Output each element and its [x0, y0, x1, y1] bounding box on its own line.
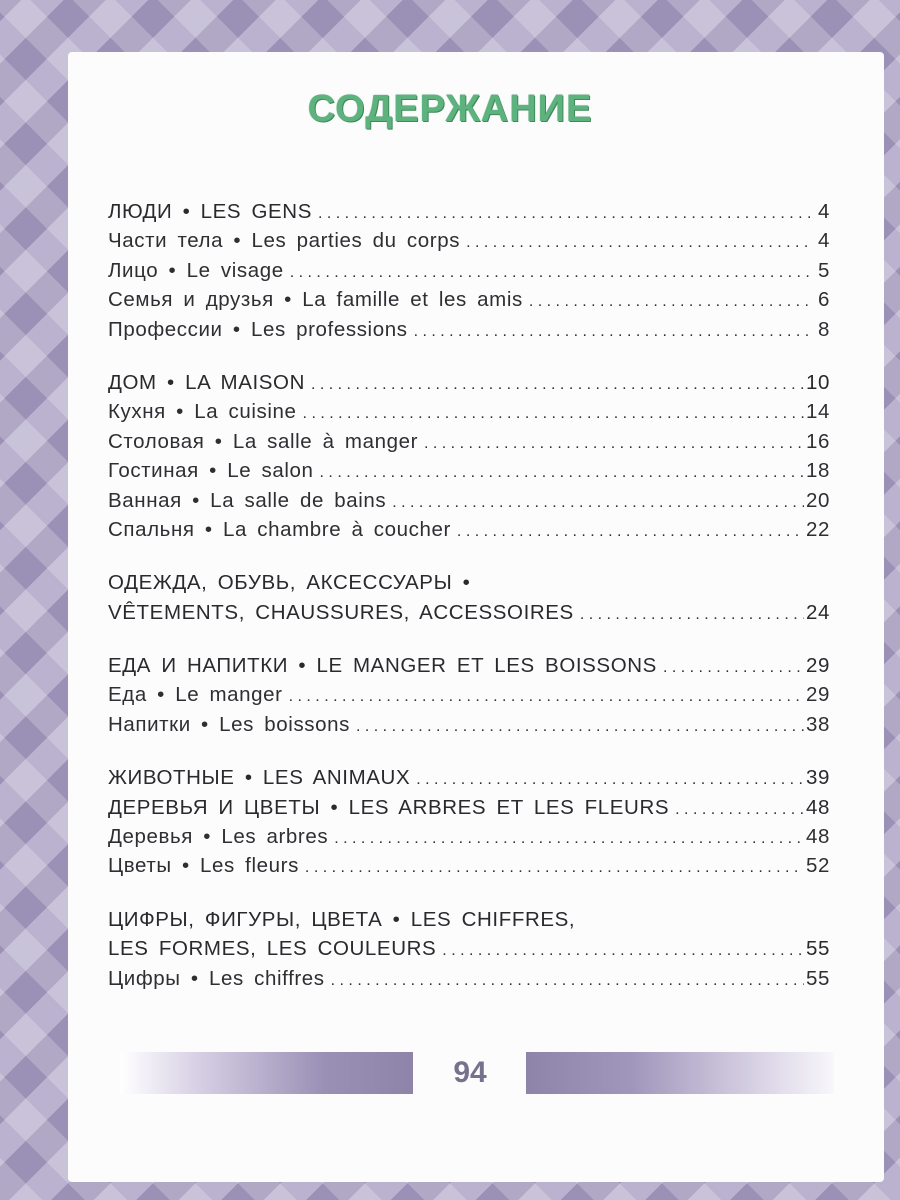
dot-leader: [289, 688, 804, 706]
toc-entry-page: 10: [805, 370, 830, 394]
toc-entry[interactable]: [108, 400, 830, 429]
toc-entry-title: Цветы • Les fleurs: [108, 854, 299, 878]
toc-entry-page: 14: [805, 400, 830, 424]
toc-entry[interactable]: [108, 766, 830, 795]
dot-leader: [290, 264, 814, 282]
toc-entry-title: Лицо • Le visage: [108, 258, 284, 282]
toc-section-food: [108, 654, 830, 742]
toc-entry-title: ЕДА И НАПИТКИ • LE MANGER ET LES BOISSONS: [108, 654, 657, 678]
toc-entry-title: LES FORMES, LES COULEURS: [108, 937, 437, 961]
dot-leader: [466, 234, 814, 252]
toc-section-house: [108, 371, 830, 547]
toc-entry-page: 4: [817, 200, 830, 223]
toc-entry-page: 55: [805, 937, 830, 961]
dot-leader: [663, 659, 804, 677]
toc-entry-title: Части тела • Les parties du corps: [108, 229, 461, 253]
dot-leader: [334, 830, 804, 848]
toc-entry[interactable]: [108, 683, 830, 712]
toc-entry[interactable]: [108, 796, 830, 825]
toc-entry-page: 18: [805, 459, 830, 483]
toc-entry-page: 5: [817, 258, 830, 282]
toc-entry-page: 4: [817, 229, 830, 253]
toc-entry-line[interactable]: [108, 571, 830, 600]
toc-entry[interactable]: [108, 371, 830, 400]
toc-entry-page: 52: [805, 854, 830, 878]
toc-entry[interactable]: [108, 713, 830, 742]
toc-entry-title: ЛЮДИ • LES GENS: [108, 200, 312, 223]
toc-section-numbers: [108, 908, 830, 996]
toc-entry-title: Столовая • La salle à manger: [108, 429, 418, 453]
toc-entry-title: ДОМ • LA MAISON: [108, 370, 305, 394]
toc-entry-title: Кухня • La cuisine: [108, 400, 297, 424]
toc-entry-title: Цифры • Les chiffres: [108, 966, 325, 990]
dot-leader: [331, 972, 804, 990]
table-of-contents: [108, 200, 830, 1020]
toc-entry[interactable]: [108, 654, 830, 683]
dot-leader: [311, 376, 804, 394]
toc-entry-page: 22: [805, 517, 830, 541]
toc-entry-line[interactable]: [108, 908, 830, 937]
toc-section-animals-plants: [108, 766, 830, 884]
dot-leader: [424, 435, 804, 453]
toc-entry-title: VÊTEMENTS, CHAUSSURES, ACCESSOIRES: [108, 600, 574, 624]
toc-entry[interactable]: [108, 459, 830, 488]
dot-leader: [675, 801, 804, 819]
toc-entry-page: 8: [817, 317, 830, 341]
toc-entry-page: 55: [805, 966, 830, 990]
toc-entry[interactable]: [108, 518, 830, 547]
toc-entry-title: ЖИВОТНЫЕ • LES ANIMAUX: [108, 766, 411, 790]
page-number: 94: [453, 1056, 487, 1089]
toc-entry-title: Деревья • Les arbres: [108, 825, 329, 849]
toc-entry[interactable]: [108, 937, 830, 966]
toc-entry-page: 16: [805, 429, 830, 453]
toc-entry-title: ДЕРЕВЬЯ И ЦВЕТЫ • LES ARBRES ET LES FLEURS: [108, 795, 670, 819]
toc-entry[interactable]: [108, 200, 830, 229]
dot-leader: [356, 718, 804, 736]
dot-leader: [457, 523, 804, 541]
toc-section-people: [108, 200, 830, 347]
dot-leader: [318, 205, 814, 223]
toc-entry[interactable]: [108, 601, 830, 630]
dot-leader: [442, 942, 804, 960]
toc-entry-title: Профессии • Les professions: [108, 317, 408, 341]
toc-entry-page: 6: [817, 288, 830, 312]
toc-entry-page: 48: [805, 825, 830, 849]
toc-entry-page: 29: [805, 654, 830, 678]
toc-entry[interactable]: [108, 489, 830, 518]
toc-entry-page: 48: [805, 795, 830, 819]
toc-entry-page: 24: [805, 600, 830, 624]
dot-leader: [303, 405, 804, 423]
footer-bar-left: [120, 1052, 413, 1094]
toc-entry[interactable]: [108, 825, 830, 854]
page-title: СОДЕРЖАНИЕ: [307, 88, 593, 130]
toc-entry[interactable]: [108, 288, 830, 317]
toc-section-clothes: [108, 571, 830, 630]
toc-entry-page: 20: [805, 488, 830, 512]
toc-entry-title: Семья и друзья • La famille et les amis: [108, 288, 523, 312]
toc-entry[interactable]: [108, 430, 830, 459]
toc-entry-title: ЦИФРЫ, ФИГУРЫ, ЦВЕТА • LES CHIFFRES,: [108, 907, 576, 931]
toc-entry[interactable]: [108, 318, 830, 347]
toc-entry-page: 29: [805, 683, 830, 707]
dot-leader: [320, 464, 804, 482]
toc-entry[interactable]: [108, 967, 830, 996]
toc-entry-title: Гостиная • Le salon: [108, 459, 314, 483]
toc-entry-title: Ванная • La salle de bains: [108, 488, 387, 512]
dot-leader: [529, 293, 814, 311]
dot-leader: [580, 606, 804, 624]
toc-entry-page: 38: [805, 712, 830, 736]
footer-bar-right: [526, 1052, 834, 1094]
toc-entry-title: Спальня • La chambre à coucher: [108, 517, 451, 541]
toc-entry[interactable]: [108, 259, 830, 288]
dot-leader: [392, 494, 804, 512]
dot-leader: [305, 859, 804, 877]
toc-entry-title: Напитки • Les boissons: [108, 712, 350, 736]
toc-entry-page: 39: [805, 766, 830, 790]
dot-leader: [414, 323, 814, 341]
toc-entry-title: ОДЕЖДА, ОБУВЬ, АКСЕССУАРЫ •: [108, 571, 471, 595]
toc-entry[interactable]: [108, 229, 830, 258]
dot-leader: [416, 771, 804, 789]
toc-entry-title: Еда • Le manger: [108, 683, 283, 707]
toc-entry[interactable]: [108, 854, 830, 883]
